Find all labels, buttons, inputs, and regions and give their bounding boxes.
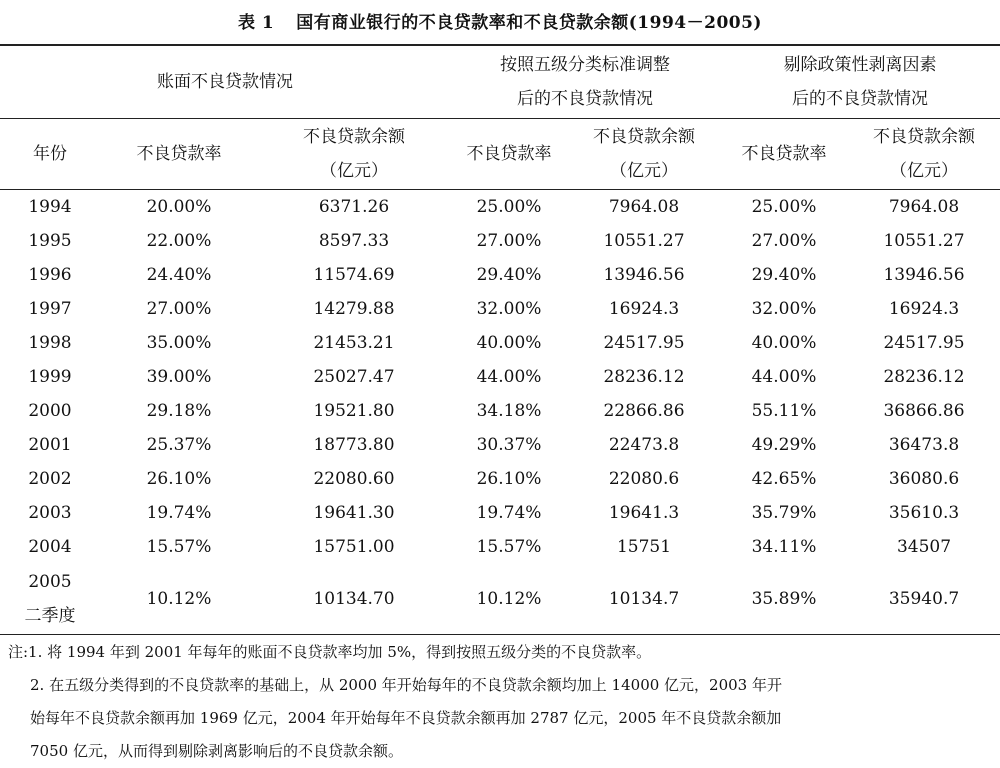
header-column-row bbox=[0, 119, 1000, 190]
cell-book-rate: 19.74% bbox=[146, 503, 212, 523]
cell-five-balance: 22080.6 bbox=[608, 469, 680, 489]
cell-strip-rate: 55.11% bbox=[751, 401, 817, 421]
cell-strip-balance: 7964.08 bbox=[888, 197, 960, 217]
table-row bbox=[0, 462, 1000, 496]
cell-five-balance: 10551.27 bbox=[603, 231, 685, 251]
cell-strip-rate: 49.29% bbox=[751, 435, 817, 455]
col-header-five-rate: 不良贷款率 bbox=[450, 119, 568, 190]
cell-year: 2004 bbox=[28, 537, 72, 557]
table-row bbox=[0, 496, 1000, 530]
cell-five-balance: 10134.7 bbox=[568, 564, 720, 635]
table-row bbox=[0, 258, 1000, 292]
cell-strip-balance: 35940.7 bbox=[848, 564, 1000, 635]
cell-year: 2000 bbox=[28, 401, 72, 421]
cell-five-balance: 15751 bbox=[616, 537, 672, 557]
cell-five-balance: 28236.12 bbox=[603, 367, 685, 387]
table-row bbox=[0, 190, 1000, 225]
cell-strip-balance: 24517.95 bbox=[883, 333, 965, 353]
cell-five-rate: 34.18% bbox=[476, 401, 542, 421]
cell-five-rate: 19.74% bbox=[476, 503, 542, 523]
cell-year: 1997 bbox=[28, 299, 72, 319]
cell-five-rate: 26.10% bbox=[476, 469, 542, 489]
cell-book-rate: 39.00% bbox=[146, 367, 212, 387]
cell-strip-rate: 42.65% bbox=[751, 469, 817, 489]
cell-book-rate: 27.00% bbox=[146, 299, 212, 319]
cell-book-rate: 22.00% bbox=[146, 231, 212, 251]
cell-year: 2002 bbox=[28, 469, 72, 489]
cell-five-balance: 19641.3 bbox=[608, 503, 680, 523]
cell-five-rate: 30.37% bbox=[476, 435, 542, 455]
cell-five-rate: 40.00% bbox=[476, 333, 542, 353]
cell-book-balance: 22080.60 bbox=[313, 469, 395, 489]
cell-five-balance: 22473.8 bbox=[608, 435, 680, 455]
cell-strip-rate: 35.89% bbox=[720, 564, 848, 635]
cell-book-rate: 24.40% bbox=[146, 265, 212, 285]
cell-year: 1994 bbox=[28, 197, 72, 217]
cell-book-balance: 21453.21 bbox=[313, 333, 395, 353]
header-group-row bbox=[0, 45, 1000, 119]
col-header-strip-rate: 不良贷款率 bbox=[720, 119, 848, 190]
table-row bbox=[0, 394, 1000, 428]
cell-book-balance: 14279.88 bbox=[313, 299, 395, 319]
note-2-line-1: 2. 在五级分类得到的不良贷款率的基础上，从 2000 年开始每年的不良贷款余额均加上 14000 亿元，2003 年开 bbox=[30, 676, 782, 694]
table-row bbox=[0, 428, 1000, 462]
table-row bbox=[0, 360, 1000, 394]
cell-book-balance: 19641.30 bbox=[313, 503, 395, 523]
cell-strip-rate: 40.00% bbox=[751, 333, 817, 353]
cell-five-rate: 25.00% bbox=[476, 197, 542, 217]
table-row bbox=[0, 292, 1000, 326]
cell-five-rate: 29.40% bbox=[476, 265, 542, 285]
cell-book-rate: 10.12% bbox=[100, 564, 258, 635]
cell-strip-balance: 36080.6 bbox=[888, 469, 960, 489]
cell-strip-rate: 27.00% bbox=[751, 231, 817, 251]
cell-book-balance: 8597.33 bbox=[318, 231, 390, 251]
cell-year: 2005 二季度 bbox=[0, 564, 100, 635]
header-group-five-class: 按照五级分类标准调整 后的不良贷款情况 bbox=[450, 45, 720, 119]
cell-five-rate: 10.12% bbox=[450, 564, 568, 635]
cell-book-balance: 19521.80 bbox=[313, 401, 395, 421]
cell-book-rate: 35.00% bbox=[146, 333, 212, 353]
cell-strip-rate: 44.00% bbox=[751, 367, 817, 387]
cell-five-balance: 22866.86 bbox=[603, 401, 685, 421]
note-1: 注:1. 将 1994 年到 2001 年每年的账面不良贷款率均加 5%，得到按照五级分类的不良贷款率。 bbox=[8, 643, 652, 661]
cell-year: 2001 bbox=[28, 435, 72, 455]
cell-strip-rate: 32.00% bbox=[751, 299, 817, 319]
col-header-book-rate: 不良贷款率 bbox=[100, 119, 258, 190]
cell-strip-rate: 29.40% bbox=[751, 265, 817, 285]
cell-book-balance: 6371.26 bbox=[318, 197, 390, 217]
cell-book-balance: 25027.47 bbox=[313, 367, 395, 387]
header-group-book: 账面不良贷款情况 bbox=[0, 45, 450, 119]
col-header-book-balance: 不良贷款余额 （亿元） bbox=[258, 119, 450, 190]
cell-year: 1996 bbox=[28, 265, 72, 285]
cell-year: 1995 bbox=[28, 231, 72, 251]
cell-strip-balance: 13946.56 bbox=[883, 265, 965, 285]
cell-book-balance: 18773.80 bbox=[313, 435, 395, 455]
cell-strip-balance: 34507 bbox=[896, 537, 952, 557]
cell-strip-rate: 25.00% bbox=[751, 197, 817, 217]
table-number: 表 1 bbox=[238, 13, 275, 33]
cell-book-balance: 15751.00 bbox=[313, 537, 395, 557]
cell-five-balance: 7964.08 bbox=[608, 197, 680, 217]
cell-year: 1999 bbox=[28, 367, 72, 387]
cell-year: 1998 bbox=[28, 333, 72, 353]
cell-five-rate: 32.00% bbox=[476, 299, 542, 319]
cell-book-rate: 25.37% bbox=[146, 435, 212, 455]
cell-strip-balance: 36473.8 bbox=[888, 435, 960, 455]
cell-book-balance: 10134.70 bbox=[258, 564, 450, 635]
cell-strip-balance: 16924.3 bbox=[888, 299, 960, 319]
cell-five-balance: 16924.3 bbox=[608, 299, 680, 319]
table-row bbox=[0, 326, 1000, 360]
cell-book-rate: 29.18% bbox=[146, 401, 212, 421]
header-group-stripped: 剔除政策性剥离因素 后的不良贷款情况 bbox=[720, 45, 1000, 119]
cell-strip-rate: 34.11% bbox=[751, 537, 817, 557]
cell-five-rate: 27.00% bbox=[476, 231, 542, 251]
cell-five-balance: 13946.56 bbox=[603, 265, 685, 285]
cell-strip-balance: 36866.86 bbox=[883, 401, 965, 421]
col-header-year: 年份 bbox=[0, 119, 100, 190]
npl-table bbox=[0, 44, 1000, 635]
cell-five-rate: 15.57% bbox=[476, 537, 542, 557]
cell-five-balance: 24517.95 bbox=[603, 333, 685, 353]
note-2-line-3: 7050 亿元，从而得到剔除剥离影响后的不良贷款余额。 bbox=[30, 742, 403, 760]
cell-book-rate: 26.10% bbox=[146, 469, 212, 489]
cell-book-balance: 11574.69 bbox=[313, 265, 395, 285]
table-title bbox=[0, 8, 1000, 33]
cell-strip-balance: 10551.27 bbox=[883, 231, 965, 251]
table-title-text: 国有商业银行的不良贷款率和不良贷款余额(1994－2005) bbox=[296, 13, 762, 33]
table-row bbox=[0, 224, 1000, 258]
cell-year: 2003 bbox=[28, 503, 72, 523]
col-header-strip-balance: 不良贷款余额 （亿元） bbox=[848, 119, 1000, 190]
cell-five-rate: 44.00% bbox=[476, 367, 542, 387]
cell-strip-rate: 35.79% bbox=[751, 503, 817, 523]
cell-book-rate: 15.57% bbox=[146, 537, 212, 557]
table-notes bbox=[0, 636, 1000, 768]
cell-book-rate: 20.00% bbox=[146, 197, 212, 217]
table-row bbox=[0, 564, 1000, 635]
note-2-line-2: 始每年不良贷款余额再加 1969 亿元，2004 年开始每年不良贷款余额再加 2787 亿元，2005 年不良贷款余额加 bbox=[30, 709, 782, 727]
cell-strip-balance: 35610.3 bbox=[888, 503, 960, 523]
table-row bbox=[0, 530, 1000, 564]
col-header-five-balance: 不良贷款余额 （亿元） bbox=[568, 119, 720, 190]
cell-strip-balance: 28236.12 bbox=[883, 367, 965, 387]
